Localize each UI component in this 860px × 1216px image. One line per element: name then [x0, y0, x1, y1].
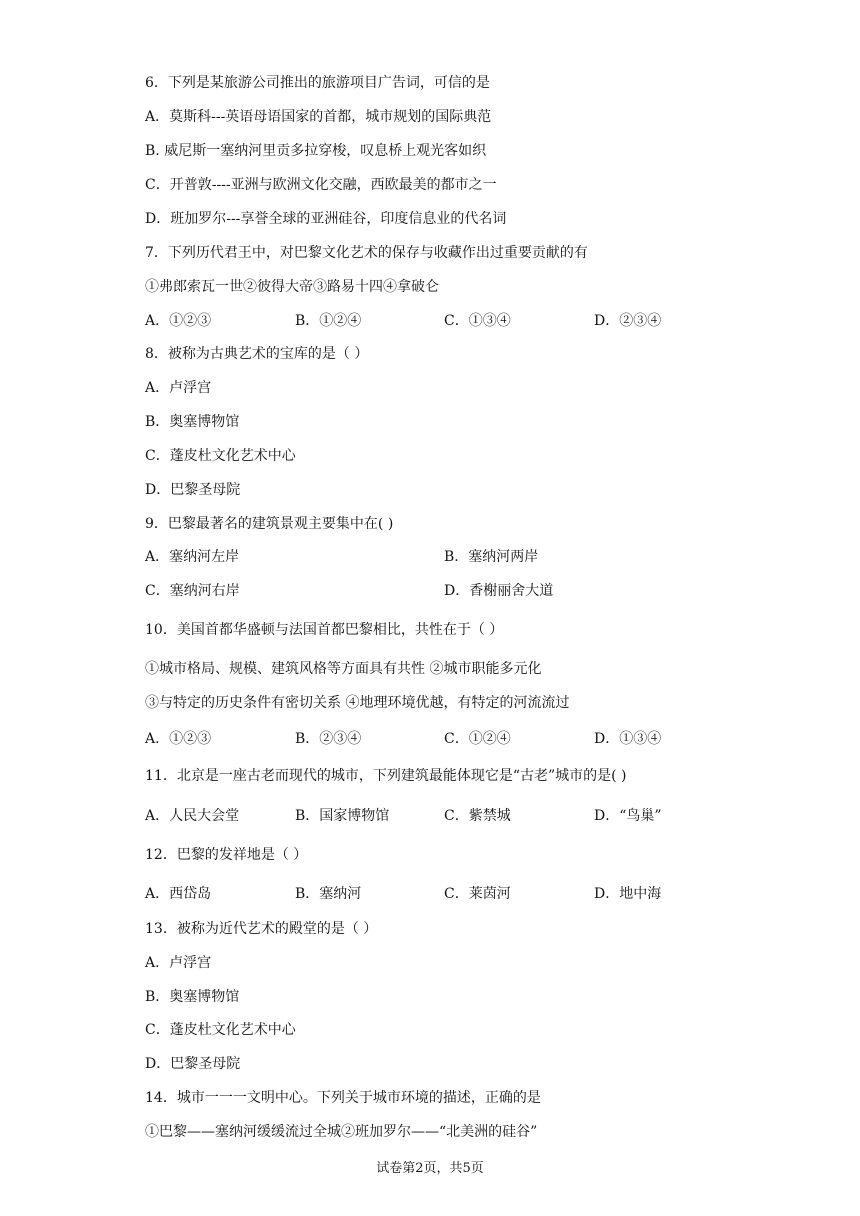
q9-stem: 9．巴黎最著名的建筑景观主要集中在( )	[145, 516, 394, 532]
q12-option-c: C．莱茵河	[444, 886, 511, 902]
q12-option-a: A．西岱岛	[145, 886, 212, 902]
q11-option-d: D．“鸟巢”	[594, 808, 662, 824]
q10-option-a: A．①②③	[145, 731, 212, 747]
q9-option-a: A．塞纳河左岸	[145, 549, 240, 565]
q9-option-c: C．塞纳河右岸	[145, 583, 240, 599]
q10-option-d: D．①③④	[594, 731, 662, 747]
q10-option-c: C．①②④	[444, 731, 511, 747]
q12-option-b: B．塞纳河	[295, 886, 362, 902]
q9-option-d: D．香榭丽舍大道	[444, 583, 554, 599]
q10-stem: 10．美国首都华盛顿与法国首都巴黎相比，共性在于（ ）	[145, 622, 504, 638]
q13-option-d: D．巴黎圣母院	[145, 1056, 241, 1072]
q14-items: ①巴黎——塞纳河缓缓流过全城②班加罗尔——“北美洲的硅谷”	[145, 1124, 538, 1140]
q10-option-b: B．②③④	[295, 731, 362, 747]
q6-option-d: D．班加罗尔---享誉全球的亚洲硅谷，印度信息业的代名词	[145, 211, 507, 227]
q8-stem: 8．被称为古典艺术的宝库的是（ ）	[145, 346, 369, 362]
q12-option-d: D．地中海	[594, 886, 662, 902]
q9-option-b: B．塞纳河两岸	[444, 549, 539, 565]
q13-option-a: A．卢浮宫	[145, 955, 212, 971]
q6-option-b: B. 威尼斯一塞纳河里贡多拉穿梭，叹息桥上观光客如织	[145, 143, 487, 159]
q10-items-2: ③与特定的历史条件有密切关系 ④地理环境优越，有特定的河流流过	[145, 695, 570, 711]
q8-option-b: B．奥塞博物馆	[145, 414, 240, 430]
q11-stem: 11．北京是一座古老而现代的城市，下列建筑最能体现它是“古老”城市的是( )	[145, 768, 627, 784]
q8-option-d: D．巴黎圣母院	[145, 482, 241, 498]
q13-stem: 13．被称为近代艺术的殿堂的是（ ）	[145, 921, 378, 937]
q7-option-c: C．①③④	[444, 313, 511, 329]
q12-stem: 12．巴黎的发祥地是（ ）	[145, 847, 308, 863]
q11-option-c: C．紫禁城	[444, 808, 511, 824]
q6-stem: 6．下列是某旅游公司推出的旅游项目广告词，可信的是	[145, 75, 490, 91]
q11-option-a: A．人民大会堂	[145, 808, 240, 824]
q8-option-c: C．蓬皮杜文化艺术中心	[145, 448, 296, 464]
q6-option-a: A．莫斯科---英语母语国家的首都，城市规划的国际典范	[145, 109, 492, 125]
page-footer: 试卷第2页，共5页	[376, 1161, 484, 1176]
q6-option-c: C．开普敦----亚洲与欧洲文化交融，西欧最美的都市之一	[145, 177, 497, 193]
q13-option-b: B．奥塞博物馆	[145, 989, 240, 1005]
q7-items: ①弗郎索瓦一世②彼得大帝③路易十四④拿破仑	[145, 279, 439, 295]
q7-option-d: D．②③④	[594, 313, 662, 329]
q10-items-1: ①城市格局、规模、建筑风格等方面具有共性 ②城市职能多元化	[145, 661, 542, 677]
q11-option-b: B．国家博物馆	[295, 808, 390, 824]
q7-stem: 7．下列历代君王中，对巴黎文化艺术的保存与收藏作出过重要贡献的有	[145, 245, 588, 261]
q14-stem: 14．城市一一一文明中心。下列关于城市环境的描述，正确的是	[145, 1090, 541, 1106]
q13-option-c: C．蓬皮杜文化艺术中心	[145, 1022, 296, 1038]
q7-option-a: A．①②③	[145, 313, 212, 329]
q7-option-b: B．①②④	[295, 313, 362, 329]
q8-option-a: A．卢浮宫	[145, 380, 212, 396]
